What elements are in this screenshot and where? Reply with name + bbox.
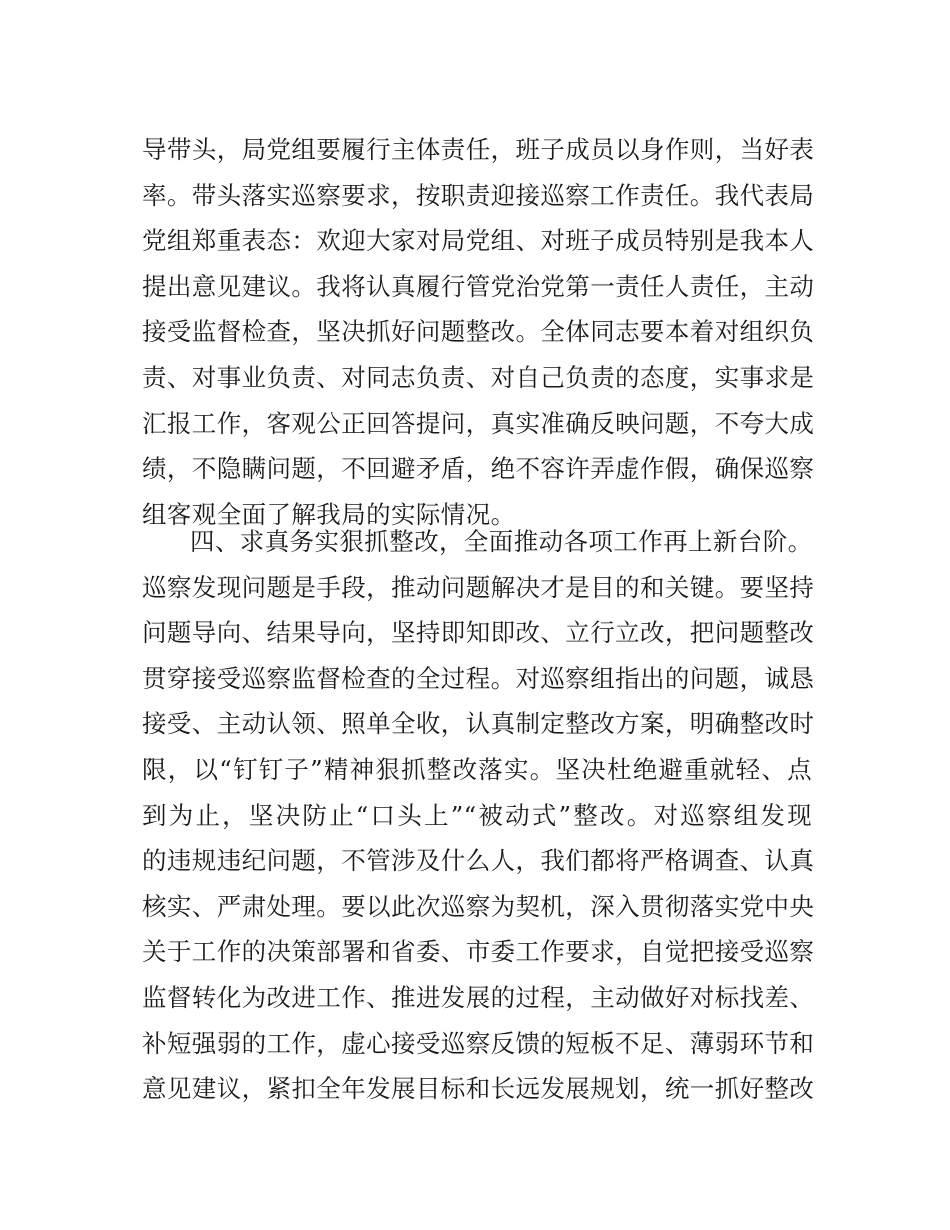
text-line: 贯穿接受巡察监督检查的全过程。对巡察组指出的问题，诚恳 — [142, 663, 815, 693]
text-line: 绩，不隐瞒问题，不回避矛盾，绝不容许弄虚作假，确保巡察 — [142, 454, 815, 484]
text-line: 补短强弱的工作，虚心接受巡察反馈的短板不足、薄弱环节和 — [142, 1028, 815, 1058]
text-line: 限，以“钉钉子”精神狠抓整改落实。坚决杜绝避重就轻、点 — [142, 754, 812, 784]
section-heading-line: 四、求真务实狠抓整改，全面推动各项工作再上新台阶。 — [190, 527, 813, 556]
text-line: 巡察发现问题是手段，推动问题解决才是目的和关键。要坚持 — [142, 572, 815, 602]
text-line: 的违规违纪问题，不管涉及什么人，我们都将严格调查、认真 — [142, 846, 815, 876]
text-line: 党组郑重表态：欢迎大家对局党组、对班子成员特别是我本人 — [142, 226, 815, 256]
text-line: 到为止，坚决防止“口头上”“被动式”整改。对巡察组发现 — [142, 800, 812, 830]
text-line: 问题导向、结果导向，坚持即知即改、立行立改，把问题整改 — [142, 618, 815, 648]
text-line: 接受、主动认领、照单全收，认真制定整改方案，明确整改时 — [142, 709, 815, 739]
text-line: 核实、严肃处理。要以此次巡察为契机，深入贯彻落实党中央 — [142, 891, 815, 921]
text-line: 汇报工作，客观公正回答提问，真实准确反映问题，不夸大成 — [142, 408, 815, 438]
text-line: 率。带头落实巡察要求，按职责迎接巡察工作责任。我代表局 — [142, 180, 815, 210]
paragraph-accountability — [142, 127, 815, 537]
text-line: 关于工作的决策部署和省委、市委工作要求，自觉把接受巡察 — [142, 937, 815, 967]
text-line: 接受监督检查，坚决抓好问题整改。全体同志要本着对组织负 — [142, 317, 815, 347]
text-line: 组客观全面了解我局的实际情况。 — [142, 499, 516, 529]
text-line: 监督转化为改进工作、推进发展的过程，主动做好对标找差、 — [142, 982, 815, 1012]
text-line: 责、对事业负责、对同志负责、对自己负责的态度，实事求是 — [142, 362, 815, 392]
text-line: 导带头，局党组要履行主体责任，班子成员以身作则，当好表 — [142, 135, 815, 164]
text-line: 提出意见建议。我将认真履行管党治党第一责任人责任，主动 — [142, 271, 815, 301]
text-line: 意见建议，紧扣全年发展目标和长远发展规划，统一抓好整改 — [142, 1074, 815, 1104]
paragraph-rectification — [142, 519, 815, 1112]
